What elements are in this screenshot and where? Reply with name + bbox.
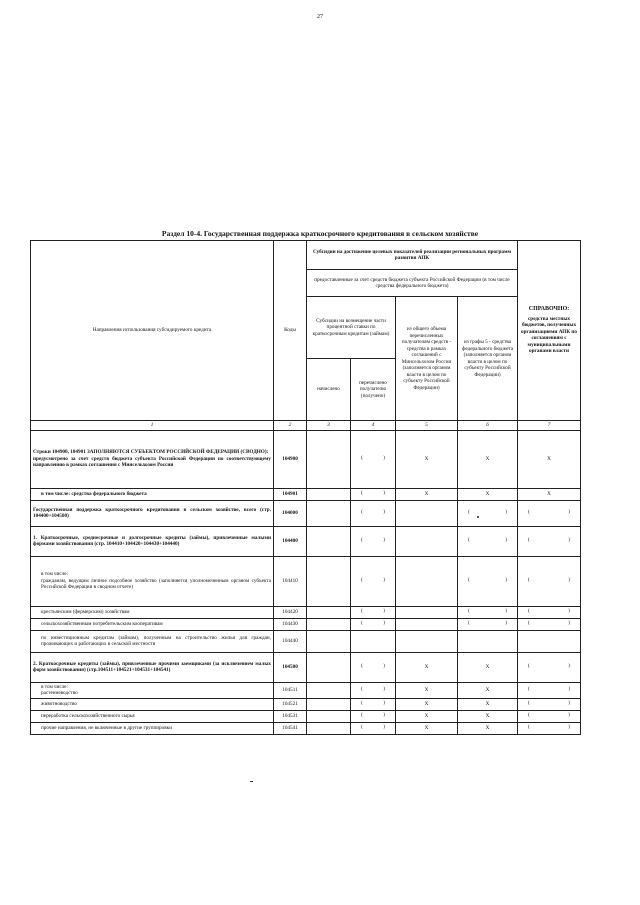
cell-accrued — [307, 698, 351, 710]
row-label — [31, 500, 274, 526]
cell-c6 — [458, 618, 518, 630]
cell-accrued — [307, 618, 351, 630]
row-label-subtext: предусмотрено за счет средств бюджета субъекта Российской Федерации по соответствующему направлению в рамках соглашения с Минсельхозом России — [33, 455, 271, 469]
cell-c7: X — [518, 488, 581, 500]
cell-c5: X — [396, 652, 458, 682]
paren-placeholder — [460, 620, 515, 627]
paren-placeholder — [353, 620, 393, 627]
table-row — [31, 430, 581, 488]
row-label-text: прочие направления, не включенные в другие группировки — [41, 724, 172, 731]
cell-c5: X — [396, 722, 458, 734]
cell-accrued — [307, 606, 351, 618]
cell-accrued — [307, 682, 351, 698]
column-number: 5 — [396, 421, 458, 431]
cell-c6: X — [458, 682, 518, 698]
header-transferred: перечислено получателю (получено) — [351, 359, 396, 421]
scan-dot — [477, 516, 479, 518]
column-number: 1 — [31, 421, 274, 431]
cell-c6: X — [458, 488, 518, 500]
row-label-text: 2. Краткосрочные кредиты (займы), привлеченные прочими заемщиками (за исключением малых форм хозяйствования) (стр.104511+104521+104531+104541) — [33, 660, 271, 673]
row-label-text: 1. Краткосрочные, среднесрочные и долгосрочные кредиты (займы), привлеченные малыми формами хозяйствования (стр. 104410+104420+104430+104440) — [33, 534, 271, 547]
table-row — [31, 698, 581, 710]
paren-placeholder — [353, 455, 393, 462]
table-row — [31, 682, 581, 698]
row-label — [31, 722, 274, 734]
cell-accrued — [307, 430, 351, 488]
paren-placeholder — [353, 608, 393, 615]
header-of-col5: из графы 5 - средства федерального бюджета (заполняется органом власти в целом по субъекту Российской Федерации) — [458, 297, 518, 421]
cell-c7 — [518, 500, 581, 526]
cell-c4 — [351, 430, 396, 488]
cell-c7: X — [518, 430, 581, 488]
paren-placeholder — [460, 608, 515, 615]
table-row — [31, 652, 581, 682]
paren-placeholder — [520, 537, 578, 544]
cell-c4 — [351, 722, 396, 734]
row-label-text: переработка сельскохозяйственного сырья — [41, 712, 135, 719]
page-number: 27 — [317, 14, 323, 20]
cell-c4 — [351, 682, 396, 698]
cell-c6: X — [458, 698, 518, 710]
table-row — [31, 618, 581, 630]
paren-placeholder — [460, 509, 515, 516]
cell-c7 — [518, 698, 581, 710]
cell-c7 — [518, 630, 581, 652]
cell-c7 — [518, 710, 581, 722]
cell-c5 — [396, 606, 458, 618]
paren-placeholder — [460, 577, 515, 584]
cell-c7 — [518, 618, 581, 630]
cell-c5 — [396, 556, 458, 606]
paren-placeholder — [460, 537, 515, 544]
row-label — [31, 682, 274, 698]
cell-c5: X — [396, 682, 458, 698]
cell-c6 — [458, 630, 518, 652]
row-label-text: животноводство — [41, 700, 78, 707]
cell-c6 — [458, 556, 518, 606]
paren-placeholder — [353, 663, 393, 670]
cell-c5: X — [396, 698, 458, 710]
cell-c7 — [518, 682, 581, 698]
cell-c5: X — [396, 710, 458, 722]
cell-c6: X — [458, 652, 518, 682]
cell-accrued — [307, 556, 351, 606]
cell-c5: X — [396, 488, 458, 500]
cell-c5 — [396, 618, 458, 630]
row-label-text: сельскохозяйственным потребительским кооперативам — [41, 620, 163, 627]
column-number: 4 — [351, 421, 396, 431]
reference-text: средства местных бюджетов, полученных организациями АПК по соглашениям с муниципальными органами власти — [521, 315, 577, 355]
row-label-text: в том числе: средства федерального бюджета — [41, 490, 147, 497]
cell-c4 — [351, 606, 396, 618]
row-code: 104440 — [274, 630, 307, 652]
column-number: 7 — [518, 421, 581, 431]
row-label — [31, 488, 274, 500]
row-label — [31, 606, 274, 618]
cell-accrued — [307, 722, 351, 734]
paren-placeholder — [353, 490, 393, 497]
cell-c4 — [351, 500, 396, 526]
cell-c4 — [351, 698, 396, 710]
paren-placeholder — [520, 577, 578, 584]
paren-placeholder — [353, 509, 393, 516]
row-label-text: в том числе: — [41, 683, 69, 690]
header-federal-share: из общего объема перечисленных получателям средств - средства в рамках соглашений с Минсельхозом России (заполняется органом власти в целом по субъекту Российской Федерации) — [396, 297, 458, 421]
paren-placeholder — [520, 686, 578, 693]
table-row — [31, 556, 581, 606]
cell-c4 — [351, 556, 396, 606]
row-label — [31, 698, 274, 710]
scan-mark — [250, 781, 253, 782]
header-direction: Направления использования субсидируемого кредита — [31, 241, 274, 421]
cell-c6: X — [458, 722, 518, 734]
row-code: 104000 — [274, 500, 307, 526]
column-number: 6 — [458, 421, 518, 431]
paren-placeholder — [520, 712, 578, 719]
cell-c7 — [518, 556, 581, 606]
cell-c5: X — [396, 430, 458, 488]
paren-placeholder — [353, 686, 393, 693]
paren-placeholder — [353, 724, 393, 731]
column-number: 2 — [274, 421, 307, 431]
subsidy-table — [30, 240, 581, 735]
paren-placeholder — [353, 700, 393, 707]
cell-c5 — [396, 526, 458, 556]
cell-c7 — [518, 526, 581, 556]
row-label-text: Государственная поддержка краткосрочного кредитования в сельском хозяйстве, всего (стр. 104400+104500) — [33, 506, 271, 519]
paren-placeholder — [520, 608, 578, 615]
table-row — [31, 500, 581, 526]
column-number: 3 — [307, 421, 351, 431]
row-label-text: по инвестиционным кредитам (займам), полученным на строительство жилья для граждан, проживающих и работающих в сельской местности — [41, 634, 271, 647]
row-label — [31, 556, 274, 606]
paren-placeholder — [520, 700, 578, 707]
cell-c4 — [351, 618, 396, 630]
header-codes: Коды — [274, 241, 307, 421]
row-label — [31, 526, 274, 556]
header-subsidies-group: Субсидии на достижение целевых показателей реализации региональных программ развития АПК — [307, 241, 518, 270]
column-number-row — [31, 421, 581, 431]
paren-placeholder — [353, 577, 393, 584]
cell-c4 — [351, 630, 396, 652]
cell-c6 — [458, 500, 518, 526]
row-code: 104400 — [274, 526, 307, 556]
cell-c5 — [396, 500, 458, 526]
cell-accrued — [307, 500, 351, 526]
row-label-text: Строки 104900, 104901 ЗАПОЛНЯЮТСЯ СУБЪЕКТОМ РОССИЙСКОЙ ФЕДЕРАЦИИ (СВОДНО): — [33, 449, 269, 456]
cell-accrued — [307, 710, 351, 722]
cell-c4 — [351, 710, 396, 722]
row-code: 104511 — [274, 682, 307, 698]
row-label-text: в том числе: — [41, 571, 69, 578]
table-row — [31, 630, 581, 652]
row-label — [31, 710, 274, 722]
cell-accrued — [307, 630, 351, 652]
table-row — [31, 722, 581, 734]
table-body — [31, 430, 581, 734]
cell-c7 — [518, 652, 581, 682]
header-provided-group: предоставленные за счет средств бюджета субъекта Российской Федерации (в том числе средства федерального бюджета) — [307, 270, 518, 297]
row-code: 104430 — [274, 618, 307, 630]
cell-c6: X — [458, 430, 518, 488]
header-interest-group: Субсидии на возмещение части процентной ставки по краткосрочным кредитам (займам) — [307, 297, 396, 359]
cell-c6 — [458, 526, 518, 556]
row-label-subtext: гражданам, ведущим личное подсобное хозяйство (заполняется уполномоченным органом субъекта Российской Федерации в сводном отчете) — [41, 577, 271, 591]
row-code: 104521 — [274, 698, 307, 710]
row-code: 104410 — [274, 556, 307, 606]
row-code: 104420 — [274, 606, 307, 618]
paren-placeholder — [520, 509, 578, 516]
table-row — [31, 606, 581, 618]
table-row — [31, 710, 581, 722]
cell-accrued — [307, 526, 351, 556]
paren-placeholder — [520, 663, 578, 670]
header-accrued: начислено — [307, 359, 351, 421]
row-code: 104901 — [274, 488, 307, 500]
section-title: Раздел 10-4. Государственная поддержка краткосрочного кредитования в сельском хозяйстве — [161, 229, 479, 238]
cell-accrued — [307, 652, 351, 682]
row-label — [31, 430, 274, 488]
paren-placeholder — [520, 724, 578, 731]
row-code: 104900 — [274, 430, 307, 488]
row-code: 104541 — [274, 722, 307, 734]
header-reference — [518, 241, 581, 421]
cell-c4 — [351, 526, 396, 556]
row-label — [31, 630, 274, 652]
cell-c4 — [351, 488, 396, 500]
cell-c6: X — [458, 710, 518, 722]
cell-c4 — [351, 652, 396, 682]
row-label — [31, 652, 274, 682]
table-row — [31, 526, 581, 556]
cell-c7 — [518, 722, 581, 734]
cell-c7 — [518, 606, 581, 618]
row-label — [31, 618, 274, 630]
reference-title: СПРАВОЧНО: — [528, 306, 570, 313]
row-code: 104531 — [274, 710, 307, 722]
row-code: 104500 — [274, 652, 307, 682]
cell-c5 — [396, 630, 458, 652]
paren-placeholder — [353, 537, 393, 544]
paren-placeholder — [520, 620, 578, 627]
table-row — [31, 488, 581, 500]
cell-c6 — [458, 606, 518, 618]
cell-accrued — [307, 488, 351, 500]
paren-placeholder — [353, 712, 393, 719]
row-label-text: крестьянским (фермерским) хозяйствам — [41, 608, 130, 615]
row-label-subtext: растениеводство — [41, 690, 78, 696]
